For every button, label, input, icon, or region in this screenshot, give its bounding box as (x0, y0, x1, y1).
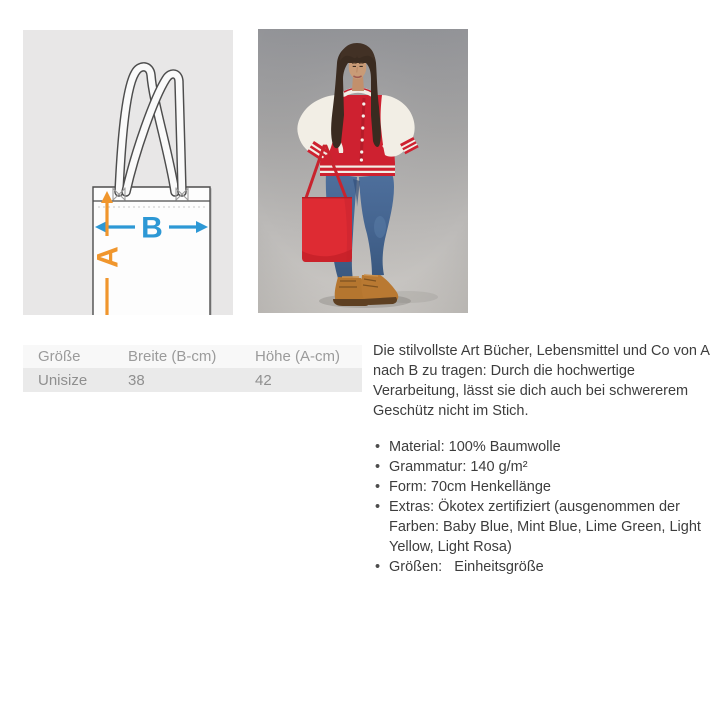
label-a: A (91, 246, 125, 268)
product-description: Die stilvollste Art Bücher, Lebensmittel und Co von A nach B zu tragen: Durch die hochwertige Verarbeitung, lässt sie dich auch bei schwererem Geschütz nicht im Stich. (373, 343, 710, 419)
product-description-block (373, 341, 720, 577)
spec-item-material: • Material: 100% Baumwolle (373, 437, 720, 457)
spec-item-grammatur: • Grammatur: 140 g/m² (373, 457, 720, 477)
size-table-header-row (23, 345, 362, 368)
height-col-header: Höhe (A-cm) (255, 348, 341, 365)
spec-item-form: • Form: 70cm Henkellänge (373, 477, 720, 497)
size-col-header: Größe (38, 348, 81, 365)
spec-list (373, 437, 720, 577)
spec-item-groessen: • Größen: Einheitsgröße (373, 557, 720, 577)
label-b: B (141, 211, 163, 245)
width-col-header: Breite (B-cm) (128, 348, 217, 365)
bag-handles (119, 67, 182, 192)
product-photo (258, 29, 468, 313)
height-value: 42 (255, 371, 272, 389)
size-diagram-panel (23, 30, 233, 315)
model-photo-illustration (258, 29, 468, 313)
width-value: 38 (128, 371, 145, 389)
spec-item-extras: • Extras: Ökotex zertifiziert (ausgenommen der Farben: Baby Blue, Mint Blue, Lime Green, Light Yellow, Light Rosa) (373, 497, 720, 557)
size-table (23, 345, 362, 392)
tote-bag-diagram (23, 30, 233, 315)
size-table-row (23, 368, 362, 392)
size-value: Unisize (38, 371, 88, 389)
